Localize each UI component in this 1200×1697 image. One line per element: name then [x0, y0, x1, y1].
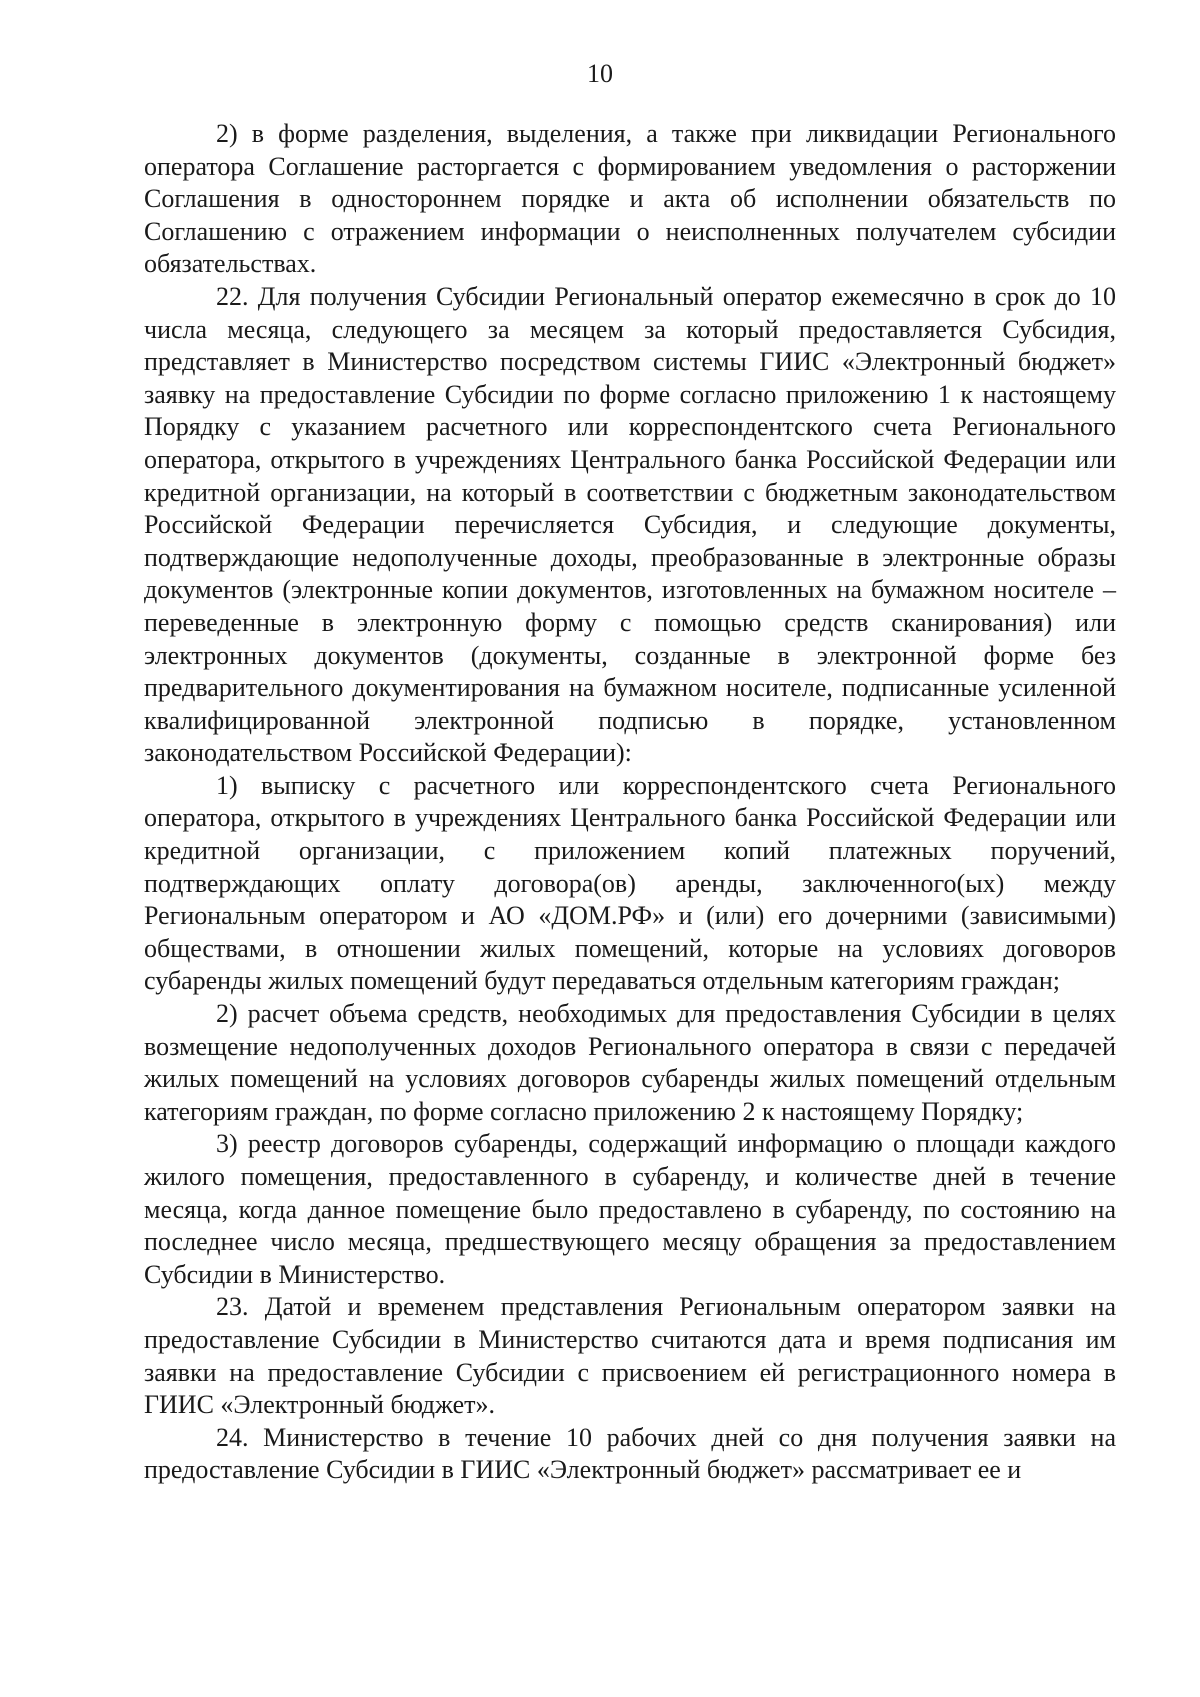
paragraph-item-2-calculation: 2) расчет объема средств, необходимых для предоставления Субсидии в целях возмещение недополученных доходов Регионального оператора в связи с передачей жилых помещений на условиях договоров субаренды жилых помещений отдельным категориям граждан, по форме согласно приложению 2 к настоящему Порядку;	[144, 999, 1116, 1126]
paragraph-item-3-register: 3) реестр договоров субаренды, содержащий информацию о площади каждого жилого помещения, предоставленного в субаренду, и количестве дней в течение месяца, когда данное помещение было предоставлено в субаренду, по состоянию на последнее число месяца, предшествующего месяцу обращения за предоставлением Субсидии в Министерство.	[144, 1129, 1116, 1289]
paragraph-item-1-statement: 1) выписку с расчетного или корреспондентского счета Регионального оператора, открытого в учреждениях Центрального банка Российской Федерации или кредитной организации, с приложением копий платежных поручений, подтверждающих оплату договора(ов) аренды, заключенного(ых) между Региональным оператором и АО «ДОМ.РФ» и (или) его дочерними (зависимыми) обществами, в отношении жилых помещений, которые на условиях договоров субаренды жилых помещений будут передаваться отдельным категориям граждан;	[144, 770, 1116, 996]
paragraph-item-2-liquidation: 2) в форме разделения, выделения, а также при ликвидации Регионального оператора Соглашение расторгается с формированием уведомления о расторжении Соглашения в одностороннем порядке и акта об исполнении обязательств по Соглашению с отражением информации о неисполненных получателем субсидии обязательствах.	[144, 119, 1116, 279]
paragraph-clause-23: 23. Датой и временем представления Региональным оператором заявки на предоставление Субсидии в Министерство считаются дата и время подписания им заявки на предоставление Субсидии с присвоением ей регистрационного номера в ГИИС «Электронный бюджет».	[144, 1292, 1116, 1420]
document-body	[144, 118, 1116, 1487]
paragraph-clause-22: 22. Для получения Субсидии Региональный оператор ежемесячно в срок до 10 числа месяца, следующего за месяцем за который предоставляется Субсидия, представляет в Министерство посредством системы ГИИС «Электронный бюджет» заявку на предоставление Субсидии по форме согласно приложению 1 к настоящему Порядку с указанием расчетного или корреспондентского счета Регионального оператора, открытого в учреждениях Центрального банка Российской Федерации или кредитной организации, на который в соответствии с бюджетным законодательством Российской Федерации перечисляется Субсидия, и следующие документы, подтверждающие недополученные доходы, преобразованные в электронные образы документов (электронные копии документов, изготовленных на бумажном носителе – переведенные в электронную форму с помощью средств сканирования) или электронных документов (документы, созданные в электронной форме без предварительного документирования на бумажном носителе, подписанные усиленной квалифицированной электронной подписью в порядке, установленном законодательством Российской Федерации):	[144, 281, 1116, 768]
paragraph-clause-24: 24. Министерство в течение 10 рабочих дней со дня получения заявки на предоставление Субсидии в ГИИС «Электронный бюджет» рассматривает ее и	[144, 1422, 1116, 1485]
page-number: 10	[587, 59, 613, 88]
